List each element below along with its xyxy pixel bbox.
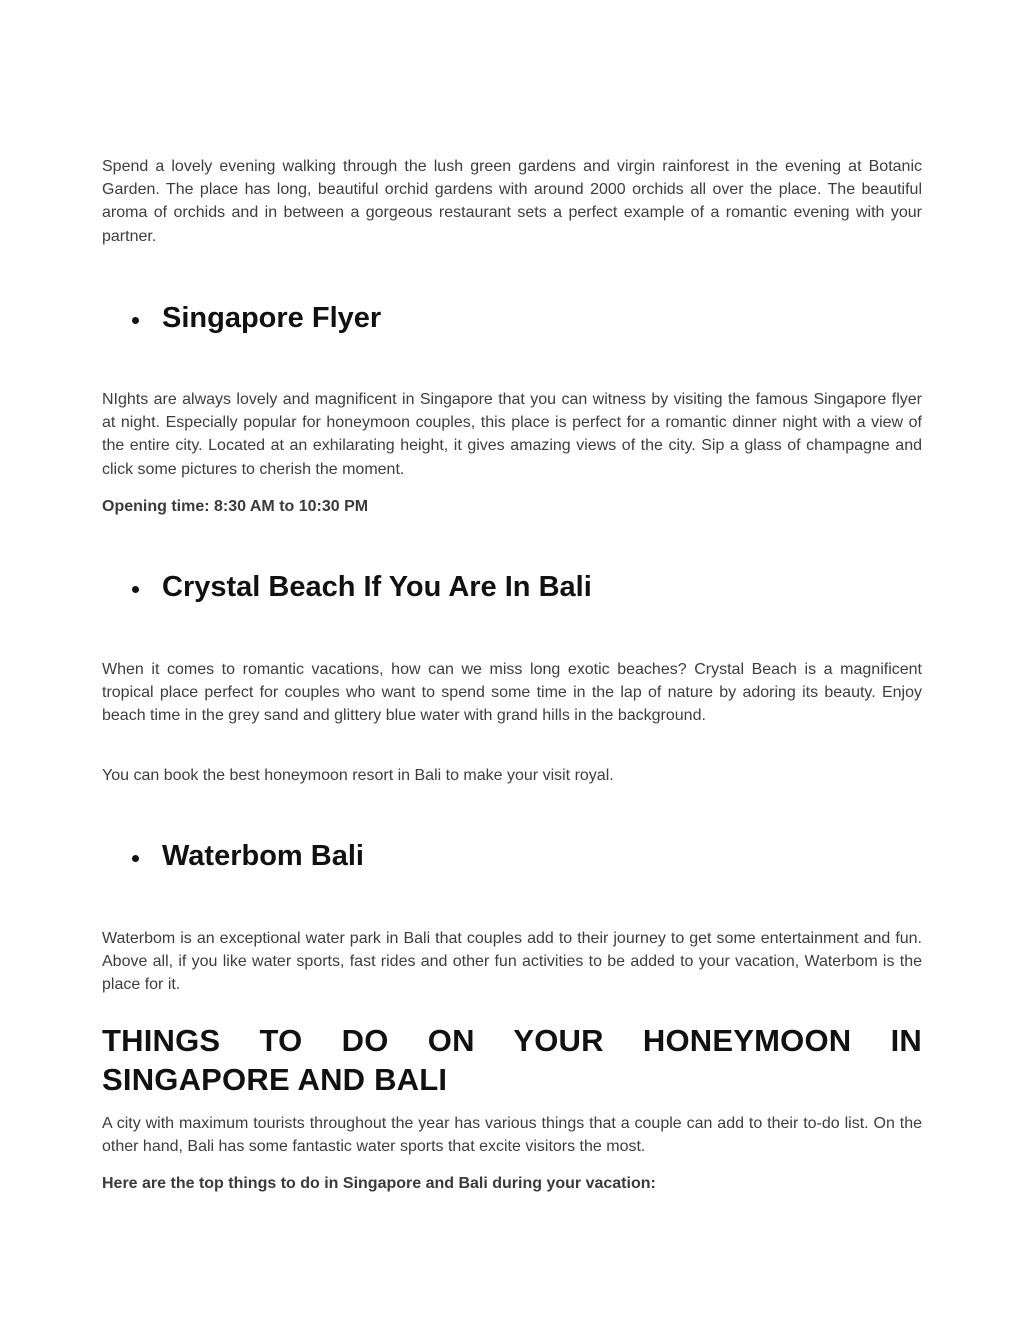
- things-to-do-heading-block: [102, 1021, 922, 1099]
- crystal-beach-heading: [102, 567, 922, 607]
- heading-text: Waterbom Bali: [162, 840, 364, 872]
- bullet-icon: [132, 855, 139, 862]
- bullet-icon: [132, 317, 139, 324]
- things-to-do-heading: THINGS TO DO ON YOUR HONEYMOON IN SINGAPORE AND BALI: [102, 1023, 922, 1097]
- waterbom-heading: [102, 836, 922, 876]
- crystal-beach-section: [102, 658, 922, 728]
- opening-time-block: [102, 495, 922, 518]
- waterbom-paragraph: Waterbom is an exceptional water park in Bali that couples add to their journey to get some entertainment and fun. Above all, if you like water sports, fast rides and other fun activities to be added to your vacation, Waterbom is the place for it.: [102, 930, 922, 994]
- heading-text: Singapore Flyer: [162, 302, 382, 334]
- things-to-do-paragraph: A city with maximum tourists throughout the year has various things that a couple can add to their to-do list. On the other hand, Bali has some fantastic water sports that excite visitors the most.: [102, 1115, 922, 1156]
- things-to-do-lead-block: [102, 1172, 922, 1195]
- singapore-flyer-section: [102, 388, 922, 481]
- opening-time: Opening time: 8:30 AM to 10:30 PM: [102, 498, 369, 515]
- waterbom-section: [102, 927, 922, 997]
- heading-text: Crystal Beach If You Are In Bali: [162, 571, 592, 603]
- crystal-beach-paragraph: When it comes to romantic vacations, how can we miss long exotic beaches? Crystal Beach is a magnificent tropical place perfect for couples who want to spend some time in the lap of nature by adoring its beauty. Enjoy beach time in the grey sand and glittery blue water with grand hills in the background.: [102, 661, 922, 725]
- things-to-do-section: [102, 1112, 922, 1158]
- singapore-flyer-paragraph: NIghts are always lovely and magnificent in Singapore that you can witness by visiting the famous Singapore flyer at night. Especially popular for honeymoon couples, this place is perfect for a romantic dinner night with a view of the entire city. Located at an exhilarating height, it gives amazing views of the city. Sip a glass of champagne and click some pictures to cherish the moment.: [102, 391, 922, 478]
- things-to-do-lead: Here are the top things to do in Singapore and Bali during your vacation:: [102, 1175, 656, 1192]
- intro-section: [102, 155, 922, 248]
- singapore-flyer-heading: [102, 298, 922, 338]
- intro-paragraph: Spend a lovely evening walking through the lush green gardens and virgin rainforest in the evening at Botanic Garden. The place has long, beautiful orchid gardens with around 2000 orchids all over the place. The beautiful aroma of orchids and in between a gorgeous restaurant sets a perfect example of a romantic evening with your partner.: [102, 158, 922, 245]
- resort-note: You can book the best honeymoon resort in Bali to make your visit royal.: [102, 767, 614, 784]
- resort-note-block: [102, 764, 922, 787]
- bullet-icon: [132, 586, 139, 593]
